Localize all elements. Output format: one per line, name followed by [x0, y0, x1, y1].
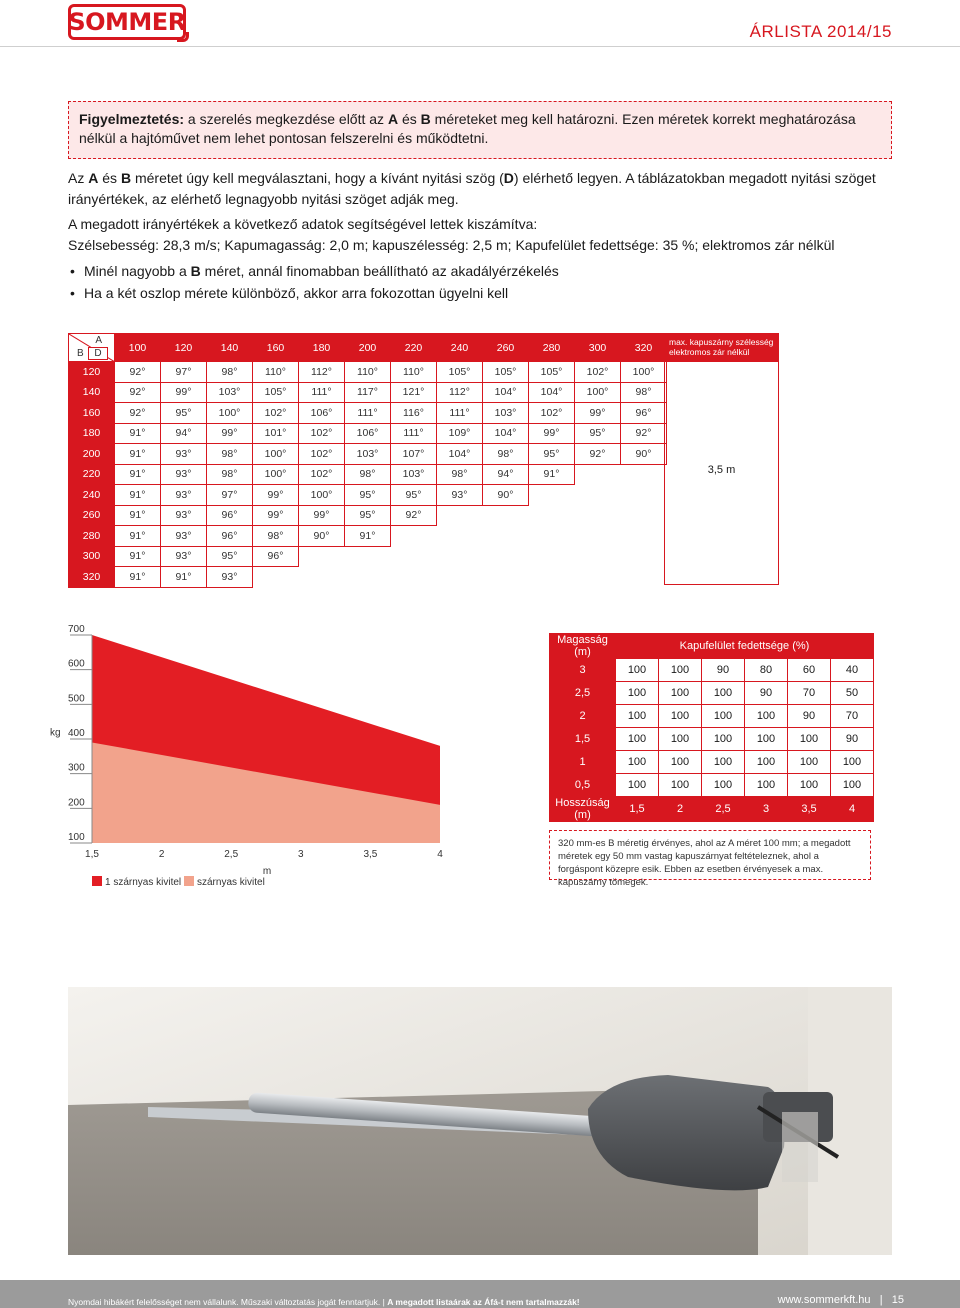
empty-cell [575, 485, 621, 506]
angle-cell: 98° [437, 464, 483, 485]
angle-cell: 111° [437, 403, 483, 424]
corner-a-label: A [95, 335, 102, 346]
row-header-b: 300 [69, 546, 115, 567]
coverage-cell: 100 [616, 682, 659, 705]
page-title: ÁRLISTA 2014/15 [749, 22, 892, 41]
bullet1-b: B [190, 263, 201, 279]
coverage-cell: 100 [788, 751, 831, 774]
angle-cell: 91° [115, 444, 161, 465]
length-value: 2,5 [702, 797, 745, 822]
y-tick-label: 200 [68, 797, 85, 809]
warning-and: és [398, 111, 421, 127]
table-row [550, 797, 874, 822]
length-value: 2 [659, 797, 702, 822]
coverage-header: Kapufelület fedettsége (%) [616, 634, 874, 659]
coverage-cell: 100 [788, 774, 831, 797]
empty-cell [391, 526, 437, 547]
legend-swatch-0 [92, 876, 102, 886]
angle-cell: 91° [115, 464, 161, 485]
angle-cell: 98° [253, 526, 299, 547]
page-separator: | [879, 1294, 883, 1306]
empty-cell [345, 567, 391, 588]
empty-cell [575, 567, 621, 588]
angle-cell: 103° [345, 444, 391, 465]
empty-cell [621, 485, 667, 506]
coverage-cell: 60 [788, 659, 831, 682]
length-value: 1,5 [616, 797, 659, 822]
coverage-cell: 70 [831, 705, 874, 728]
row-header-b: 280 [69, 526, 115, 547]
angle-cell: 110° [391, 362, 437, 383]
angle-cell: 93° [161, 505, 207, 526]
table-row [550, 682, 874, 705]
y-tick-label: 700 [68, 625, 85, 635]
coverage-cell: 100 [616, 728, 659, 751]
legend-swatch-1 [184, 876, 194, 886]
angle-cell: 91° [115, 485, 161, 506]
angle-cell: 112° [437, 382, 483, 403]
footer [0, 1280, 960, 1308]
p1-b: B [120, 170, 132, 186]
angle-cell: 93° [161, 546, 207, 567]
table-row [550, 659, 874, 682]
angle-cell: 93° [161, 444, 207, 465]
p1-a: A [88, 170, 99, 186]
angle-cell: 95° [207, 546, 253, 567]
coverage-cell: 90 [745, 682, 788, 705]
table-row [69, 505, 667, 526]
legend-label-0: 1 szárnyas kivitel [105, 877, 182, 888]
note-box: 320 mm-es B méretig érvényes, ahol az A méret 100 mm; a megadott méretek egy 50 mm vastag kapuszárnyat feltételeznek, ahol a forgáspont közepre esik. Ebben az esetben érvényesek a max. kapuszárny tömegek. [549, 830, 871, 880]
legend-label-1: szárnyas kivitel [197, 877, 265, 888]
column-header-a: 120 [161, 334, 207, 362]
angle-cell: 93° [207, 567, 253, 588]
logo-swoosh-icon [177, 32, 189, 42]
coverage-cell: 100 [745, 705, 788, 728]
y-axis-label: kg [50, 727, 61, 739]
angle-cell: 94° [161, 423, 207, 444]
warning-text-a: a szerelés megkezdése előtt az [184, 111, 388, 127]
p1-t3: méretet úgy kell megválasztani, hogy a kívánt nyitási szög ( [131, 170, 504, 186]
angle-cell: 92° [621, 423, 667, 444]
intro-paragraph [68, 168, 898, 210]
angle-cell: 97° [207, 485, 253, 506]
coverage-cell: 100 [702, 728, 745, 751]
empty-cell [437, 505, 483, 526]
footer-separator: | [380, 1297, 388, 1307]
y-tick-label: 400 [68, 728, 85, 739]
table-row [69, 567, 667, 588]
row-header-b: 240 [69, 485, 115, 506]
coverage-cell: 100 [659, 751, 702, 774]
angle-cell: 98° [345, 464, 391, 485]
height-value: 0,5 [550, 774, 616, 797]
angle-cell: 105° [529, 362, 575, 383]
x-tick-label: 2,5 [224, 849, 239, 860]
coverage-cell: 100 [702, 682, 745, 705]
angle-cell: 95° [575, 423, 621, 444]
p1-t1: Az [68, 170, 89, 186]
empty-cell [529, 485, 575, 506]
column-header-a: 320 [621, 334, 667, 362]
column-header-a: 240 [437, 334, 483, 362]
empty-cell [529, 567, 575, 588]
empty-cell [391, 546, 437, 567]
coverage-cell: 100 [702, 774, 745, 797]
empty-cell [253, 567, 299, 588]
empty-cell [529, 505, 575, 526]
column-header-a: 200 [345, 334, 391, 362]
empty-cell [621, 546, 667, 567]
height-value: 1,5 [550, 728, 616, 751]
angle-cell: 104° [529, 382, 575, 403]
coverage-cell: 100 [659, 705, 702, 728]
notes-list [68, 260, 559, 304]
angle-cell: 121° [391, 382, 437, 403]
angle-cell: 95° [529, 444, 575, 465]
table-corner [69, 334, 115, 362]
column-header-a: 300 [575, 334, 621, 362]
angle-cell: 91° [115, 505, 161, 526]
coverage-cell: 90 [788, 705, 831, 728]
footer-disclaimer [68, 1297, 580, 1307]
angle-cell: 107° [391, 444, 437, 465]
coverage-cell: 80 [745, 659, 788, 682]
column-header-a: 100 [115, 334, 161, 362]
product-photo [68, 987, 892, 1255]
column-header-a: 160 [253, 334, 299, 362]
angle-cell: 93° [161, 526, 207, 547]
column-header-a: 260 [483, 334, 529, 362]
table-row [69, 362, 667, 383]
y-tick-label: 600 [68, 658, 85, 670]
angle-cell: 96° [207, 526, 253, 547]
warning-b: B [420, 111, 431, 127]
y-tick-label: 300 [68, 762, 85, 774]
angle-cell: 103° [207, 382, 253, 403]
coverage-cell: 100 [659, 659, 702, 682]
warning-a: A [387, 111, 399, 127]
p1-t4: ) elérhető legyen. A táblázatokban megadott nyitási szöget irányértékek, az elérhető legnagyobb nyitási szöget adják meg. [68, 170, 876, 207]
p1-t2: és [98, 170, 121, 186]
table-row [550, 774, 874, 797]
angle-cell: 111° [345, 403, 391, 424]
angle-cell: 96° [207, 505, 253, 526]
coverage-cell: 100 [702, 705, 745, 728]
empty-cell [575, 505, 621, 526]
empty-cell [299, 567, 345, 588]
height-header: Magasság (m) [550, 634, 616, 659]
angle-cell: 92° [115, 403, 161, 424]
length-header: Hosszúság (m) [550, 797, 616, 822]
length-value: 3 [745, 797, 788, 822]
angle-cell: 100° [621, 362, 667, 383]
x-tick-label: 2 [158, 849, 165, 860]
angle-cell: 105° [437, 362, 483, 383]
angle-cell: 102° [575, 362, 621, 383]
empty-cell [345, 546, 391, 567]
angle-cell: 100° [207, 403, 253, 424]
empty-cell [437, 567, 483, 588]
coverage-cell: 100 [745, 728, 788, 751]
table-row [69, 526, 667, 547]
coverage-cell: 70 [788, 682, 831, 705]
coverage-table [549, 633, 874, 822]
angle-cell: 91° [115, 526, 161, 547]
angle-cell: 91° [529, 464, 575, 485]
corner-d-label: D [88, 347, 108, 360]
logo-text: SOMMER [68, 8, 186, 36]
angle-cell: 91° [115, 423, 161, 444]
empty-cell [621, 526, 667, 547]
calc-paragraph [68, 214, 898, 256]
angle-cell: 98° [621, 382, 667, 403]
angle-cell: 98° [207, 444, 253, 465]
coverage-cell: 100 [745, 774, 788, 797]
row-header-b: 120 [69, 362, 115, 383]
angle-cell: 102° [253, 403, 299, 424]
angle-cell: 92° [115, 362, 161, 383]
angle-cell: 100° [299, 485, 345, 506]
bullet1-pre: Minél nagyobb a [84, 263, 191, 279]
angle-cell: 112° [299, 362, 345, 383]
angle-cell: 95° [161, 403, 207, 424]
angle-cell: 104° [483, 382, 529, 403]
header-divider [0, 46, 960, 47]
angle-cell: 94° [483, 464, 529, 485]
angle-cell: 106° [345, 423, 391, 444]
warning-label: Figyelmeztetés: [79, 111, 185, 127]
coverage-cell: 90 [831, 728, 874, 751]
angle-cell: 95° [345, 505, 391, 526]
angle-cell: 110° [345, 362, 391, 383]
angle-cell: 105° [253, 382, 299, 403]
coverage-cell: 50 [831, 682, 874, 705]
empty-cell [391, 567, 437, 588]
angle-cell: 91° [345, 526, 391, 547]
empty-cell [621, 464, 667, 485]
x-tick-label: 1,5 [85, 849, 99, 860]
table-row [550, 751, 874, 774]
angle-cell: 93° [437, 485, 483, 506]
angle-cell: 91° [161, 567, 207, 588]
coverage-cell: 100 [616, 774, 659, 797]
list-item: • Ha a két oszlop mérete különböző, akkor arra fokozottan ügyelni kell [68, 282, 559, 304]
empty-cell [437, 546, 483, 567]
coverage-cell: 100 [616, 659, 659, 682]
height-value: 2 [550, 705, 616, 728]
table-row [550, 705, 874, 728]
angle-cell: 102° [529, 403, 575, 424]
row-header-b: 200 [69, 444, 115, 465]
empty-cell [483, 546, 529, 567]
coverage-cell: 100 [745, 751, 788, 774]
coverage-cell: 100 [616, 705, 659, 728]
footer-vat-note: A megadott listaárak az Áfá-t nem tartalmazzák! [387, 1297, 580, 1307]
column-header-a: 140 [207, 334, 253, 362]
bullet1-post: méret, annál finomabban beállítható az akadályérzékelés [200, 263, 559, 279]
angle-cell: 102° [299, 444, 345, 465]
table-row [69, 403, 667, 424]
angle-cell: 104° [437, 444, 483, 465]
angle-cell: 103° [483, 403, 529, 424]
angle-cell: 97° [161, 362, 207, 383]
angle-cell: 95° [345, 485, 391, 506]
coverage-cell: 100 [659, 774, 702, 797]
y-tick-label: 500 [68, 693, 85, 705]
row-header-b: 160 [69, 403, 115, 424]
angle-cell: 91° [115, 567, 161, 588]
empty-cell [483, 567, 529, 588]
warning-box [68, 101, 892, 159]
coverage-cell: 100 [831, 774, 874, 797]
angle-cell: 101° [253, 423, 299, 444]
angle-cell: 111° [299, 382, 345, 403]
height-value: 2,5 [550, 682, 616, 705]
x-tick-label: 4 [437, 849, 443, 860]
angle-cell: 92° [575, 444, 621, 465]
angle-cell: 98° [483, 444, 529, 465]
row-header-b: 260 [69, 505, 115, 526]
y-tick-label: 100 [68, 832, 85, 843]
weight-chart [40, 625, 470, 895]
row-header-b: 220 [69, 464, 115, 485]
table-row [69, 423, 667, 444]
coverage-cell: 100 [659, 728, 702, 751]
coverage-cell: 100 [831, 751, 874, 774]
x-tick-label: 3,5 [363, 849, 378, 860]
column-header-a: 220 [391, 334, 437, 362]
angle-cell: 90° [621, 444, 667, 465]
length-value: 4 [831, 797, 874, 822]
calc-line-1: A megadott irányértékek a következő adatok segítségével lettek kiszámítva: [68, 216, 538, 232]
table-row [69, 485, 667, 506]
angle-cell: 98° [207, 362, 253, 383]
table-row [69, 382, 667, 403]
height-value: 1 [550, 751, 616, 774]
row-header-b: 140 [69, 382, 115, 403]
angle-cell: 99° [299, 505, 345, 526]
max-width-value: 3,5 m [707, 464, 736, 476]
table-row [69, 444, 667, 465]
angle-cell: 98° [207, 464, 253, 485]
angle-cell: 91° [115, 546, 161, 567]
empty-cell [437, 526, 483, 547]
angle-cell: 99° [207, 423, 253, 444]
angle-cell: 102° [299, 423, 345, 444]
length-value: 3,5 [788, 797, 831, 822]
coverage-cell: 100 [788, 728, 831, 751]
row-header-b: 180 [69, 423, 115, 444]
empty-cell [575, 464, 621, 485]
empty-cell [483, 526, 529, 547]
column-header-a: 180 [299, 334, 345, 362]
empty-cell [529, 546, 575, 567]
list-item [68, 260, 559, 282]
height-value: 3 [550, 659, 616, 682]
coverage-cell: 100 [616, 751, 659, 774]
website-link[interactable]: www.sommerkft.hu [777, 1294, 871, 1306]
opening-angle-table [68, 333, 667, 588]
angle-cell: 104° [483, 423, 529, 444]
sommer-logo [68, 4, 186, 40]
max-width-label: max. kapuszárny szélesség elektromos zár nélkül [665, 334, 778, 362]
x-axis-label: m [262, 866, 272, 877]
angle-cell: 90° [483, 485, 529, 506]
angle-cell: 110° [253, 362, 299, 383]
angle-cell: 102° [299, 464, 345, 485]
angle-cell: 111° [391, 423, 437, 444]
empty-cell [529, 526, 575, 547]
angle-cell: 117° [345, 382, 391, 403]
max-width-box [664, 333, 779, 585]
coverage-cell: 100 [702, 751, 745, 774]
angle-cell: 99° [253, 485, 299, 506]
angle-cell: 99° [575, 403, 621, 424]
empty-cell [483, 505, 529, 526]
table-row [69, 464, 667, 485]
angle-cell: 100° [253, 464, 299, 485]
row-header-b: 320 [69, 567, 115, 588]
empty-cell [621, 505, 667, 526]
footer-disclaimer-text: Nyomdai hibákért felelősséget nem vállalunk. Műszaki változtatás jogát fenntartjuk. [68, 1297, 381, 1307]
page-number: 15 [891, 1294, 904, 1306]
angle-cell: 96° [253, 546, 299, 567]
angle-cell: 116° [391, 403, 437, 424]
angle-cell: 93° [161, 464, 207, 485]
x-tick-label: 3 [298, 849, 304, 860]
angle-cell: 100° [575, 382, 621, 403]
angle-cell: 99° [253, 505, 299, 526]
angle-cell: 103° [391, 464, 437, 485]
angle-cell: 92° [115, 382, 161, 403]
empty-cell [299, 546, 345, 567]
empty-cell [575, 546, 621, 567]
empty-cell [621, 567, 667, 588]
coverage-cell: 100 [659, 682, 702, 705]
corner-b-label: B [77, 348, 84, 359]
table-row [550, 634, 874, 659]
angle-cell: 100° [253, 444, 299, 465]
empty-cell [575, 526, 621, 547]
angle-cell: 99° [529, 423, 575, 444]
column-header-a: 280 [529, 334, 575, 362]
coverage-cell: 90 [702, 659, 745, 682]
calc-line-2: Szélsebesség: 28,3 m/s; Kapumagasság: 2,0 m; kapuszélesség: 2,5 m; Kapufelület fedettsége: 35 %; elektromos zár nélkül [68, 237, 835, 253]
angle-cell: 106° [299, 403, 345, 424]
angle-cell: 105° [483, 362, 529, 383]
angle-cell: 99° [161, 382, 207, 403]
warning-text-b: méreteket meg kell határozni. Ezen méretek korrekt meghatározása nélkül a hajtóművet nem lehet pontosan felszerelni és működtetni. [79, 111, 856, 146]
table-row [550, 728, 874, 751]
angle-cell: 96° [621, 403, 667, 424]
angle-cell: 95° [391, 485, 437, 506]
angle-cell: 93° [161, 485, 207, 506]
table-row [69, 546, 667, 567]
p1-d: D [503, 170, 514, 186]
angle-cell: 90° [299, 526, 345, 547]
angle-cell: 92° [391, 505, 437, 526]
footer-right [778, 1294, 904, 1306]
coverage-cell: 40 [831, 659, 874, 682]
angle-cell: 109° [437, 423, 483, 444]
